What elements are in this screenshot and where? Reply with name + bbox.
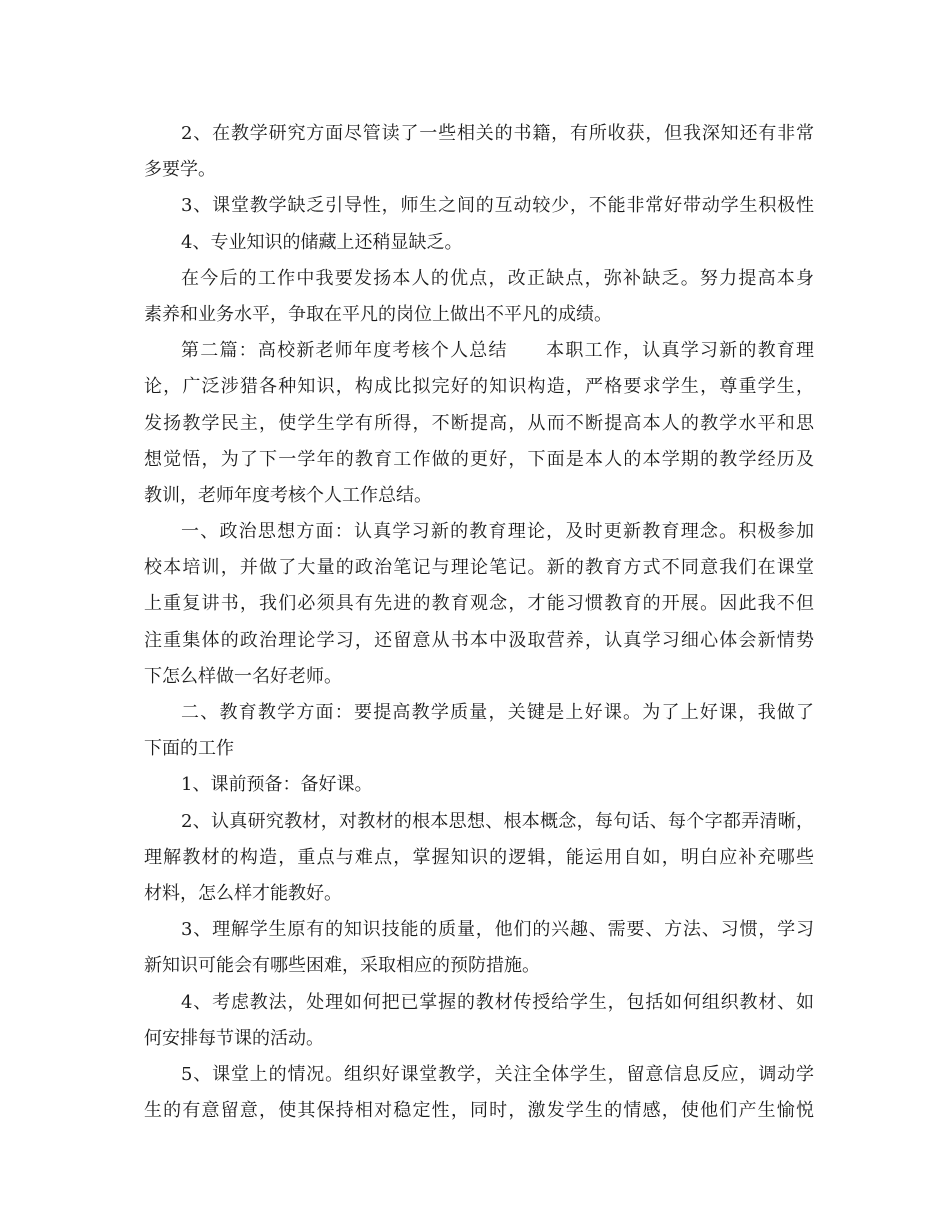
text-line: 二、教育教学方面：要提高教学质量，关键是上好课。为了上好课，我做了	[181, 702, 816, 723]
text-line: 上重复讲书，我们必须具有先进的教育观念，才能习惯教育的开展。因此我不但	[144, 593, 816, 615]
text-line: 3、理解学生原有的知识技能的质量，他们的兴趣、需要、方法、习惯，学习	[181, 919, 815, 941]
text-line: 何安排每节课的活动。	[144, 1027, 324, 1049]
text-line: 材料，怎么样才能教好。	[144, 882, 342, 904]
text-line: 2、在教学研究方面尽管读了一些相关的书籍，有所收获，但我深知还有非常	[181, 123, 815, 144]
text-line: 多要学。	[144, 159, 216, 181]
text-line: 第二篇：高校新老师年度考核个人总结 本职工作，认真学习新的教育理	[181, 340, 816, 362]
text-line: 理解教材的构造，重点与难点，掌握知识的逻辑，能运用自如，明白应补充哪些	[144, 846, 816, 868]
text-line: 教训，老师年度考核个人工作总结。	[144, 484, 432, 506]
text-line: 4、专业知识的储藏上还稍显缺乏。	[181, 231, 463, 253]
text-line: 5、课堂上的情况。组织好课堂教学，关注全体学生，留意信息反应，调动学	[181, 1063, 815, 1085]
text-line: 生的有意留意，使其保持相对稳定性，同时，激发学生的情感，使他们产生愉悦	[144, 1100, 816, 1122]
text-line: 在今后的工作中我要发扬本人的优点，改正缺点，弥补缺乏。努力提高本身	[181, 267, 816, 289]
text-line: 注重集体的政治理论学习，还留意从书本中汲取营养，认真学习细心体会新情势	[144, 629, 816, 651]
text-line: 素养和业务水平，争取在平凡的岗位上做出不平凡的成绩。	[144, 303, 612, 325]
text-line: 新知识可能会有哪些困难，采取相应的预防措施。	[144, 955, 540, 977]
text-line: 3、课堂教学缺乏引导性，师生之间的互动较少，不能非常好带动学生积极性	[181, 195, 815, 217]
text-line: 发扬教学民主，使学生学有所得，不断提高，从而不断提高本人的教学水平和思	[144, 412, 816, 434]
text-line: 下怎么样做一名好老师。	[144, 665, 342, 687]
text-line: 4、考虑教法，处理如何把已掌握的教材传授给学生，包括如何组织教材、如	[181, 991, 815, 1013]
text-line: 一、政治思想方面：认真学习新的教育理论，及时更新教育理念。积极参加	[181, 521, 816, 543]
text-line: 下面的工作	[144, 738, 234, 760]
text-line: 想觉悟，为了下一学年的教育工作做的更好，下面是本人的本学期的教学经历及	[144, 448, 816, 470]
text-line: 1、课前预备：备好课。	[181, 774, 373, 796]
text-line: 2、认真研究教材，对教材的根本思想、根本概念，每句话、每个字都弄清晰，	[181, 810, 815, 832]
text-line: 论，广泛涉猎各种知识，构成比拟完好的知识构造，严格要求学生，尊重学生，	[144, 376, 816, 398]
text-line: 校本培训，并做了大量的政治笔记与理论笔记。新的教育方式不同意我们在课堂	[144, 557, 816, 579]
document-body	[144, 116, 814, 1129]
